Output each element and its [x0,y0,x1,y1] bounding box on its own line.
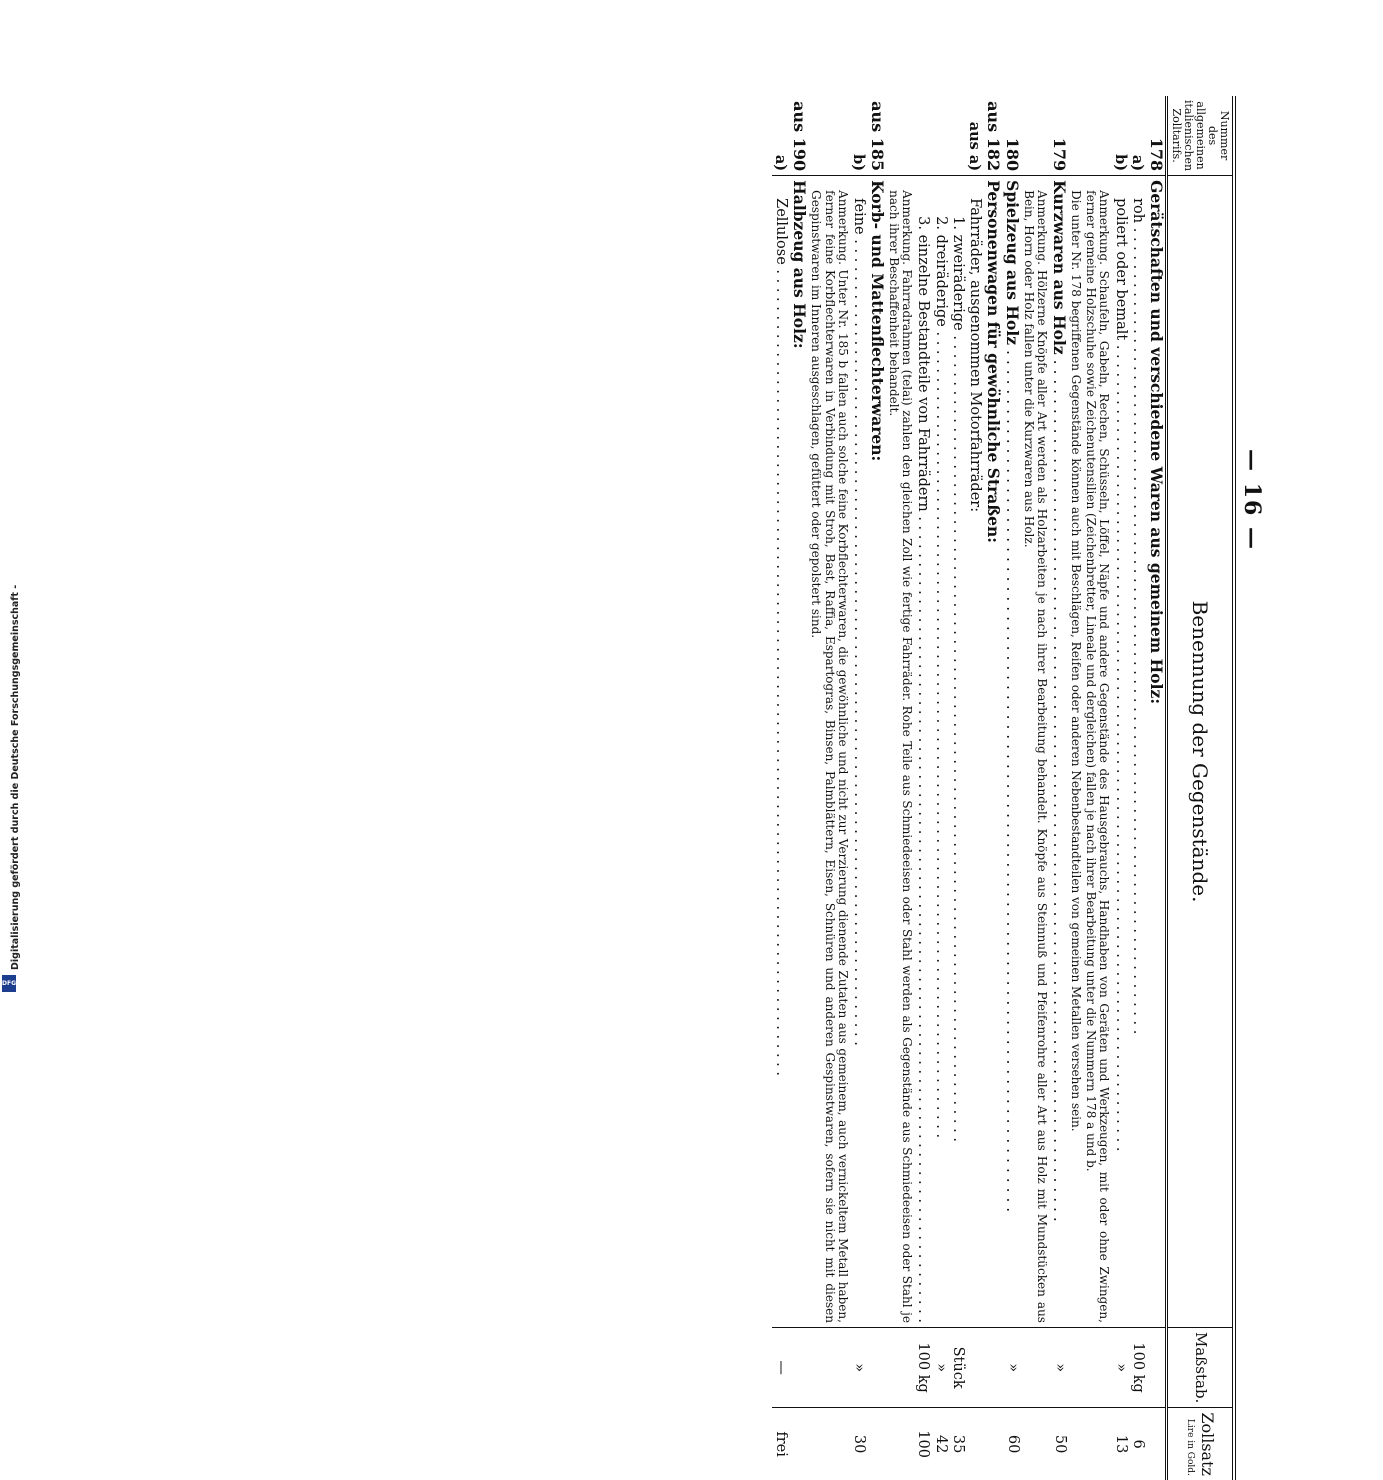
tariff-number-cell [914,96,931,176]
annotation-text: Anmerkung. Schaufeln, Gabeln, Rechen, Schüsseln, Löffel, Näpfe und andere Gegenstände des Hausgebrauchs, Handhaben von Geräten und Werkzeugen, mit oder ohne Zwingen, ferner gemeine Holzschuhe sowie Zeichenutensilien (Zeichenbretter, Lineale und dergleichen) fallen je nach ihrer Bearbeitung unter die Nummern 178 a und b. [1084,190,1112,1323]
item-name-cell [789,176,808,1328]
unit-cell: » [1111,1327,1128,1407]
table-row [949,96,966,1480]
item-name-cell [808,176,850,1328]
rate-cell: 6 [1129,1408,1146,1480]
header-rate-title: Zollsatz [1197,1412,1217,1476]
tariff-number: aus 190 [790,101,810,172]
rate-cell [1021,1408,1049,1480]
rate-cell [808,1408,850,1480]
header-rate-unit: Lire in Gold. [1185,1418,1196,1476]
tariff-number-cell [931,96,948,176]
table-row [808,96,850,1480]
item-name-cell [1002,176,1021,1328]
tariff-number-cell [1083,96,1111,176]
unit-cell [1083,1327,1111,1407]
table-row [966,96,983,1480]
item-name: 2. dreiräderige . . . [932,180,947,1323]
header-number: Nummer des allgemeinen italienischen Zolltarifs. [1166,96,1234,176]
table-row [772,96,789,1480]
item-name: feine . . . [851,180,866,1323]
unit-cell [886,1327,914,1407]
header-unit: Maßstab. [1166,1327,1234,1407]
dfg-logo-icon: DFG [2,975,16,992]
table-row [886,96,914,1480]
header-name: Benennung der Gegenstände. [1166,176,1234,1328]
tariff-number-cell [808,96,850,176]
unit-cell [808,1327,850,1407]
unit-cell [1068,1327,1083,1407]
tariff-number-cell [966,96,983,176]
rate-cell: 35 [949,1408,966,1480]
unit-cell [983,1327,1002,1407]
table-row [1049,96,1068,1480]
tariff-number-cell [949,96,966,176]
item-name: poliert oder bemalt . . . [1112,180,1127,1323]
table-header-row [1166,96,1234,1480]
annotation-text: Anmerkung. Fahrradrahmen (telai) zahlen den gleichen Zoll wie fertige Fahrräder. Rohe Teile aus Schmiedeeisen oder Stahl werden als Gegenstände aus Schmiedeeisen oder Stahl je nach ihrer Beschaffenheit behandelt. [886,190,915,1323]
annotation-text: Anmerkung. Hölzerne Knöpfe aller Art werden als Holzarbeiten je nach ihrer Bearbeitung behandelt. Knöpfe aus Steinnuß und Pfeifenrohre aller Art aus Holz mit Mundstücken aus Bein, Horn oder Holz fallen unter die Kurzwaren aus Holz. [1021,190,1049,1323]
item-name-cell [1111,176,1128,1328]
table-row [867,96,886,1480]
table-row [1129,96,1146,1480]
header-rate [1166,1408,1234,1480]
item-name-cell [1021,176,1049,1328]
rate-cell [886,1408,914,1480]
tariff-body [772,96,1166,1480]
item-name-cell [914,176,931,1328]
item-name: Halbzeug aus Holz: [790,180,810,349]
tariff-number-cell [850,96,867,176]
item-name-cell [1083,176,1111,1328]
table-row [1068,96,1083,1480]
tariff-subnumber: a) [1128,154,1146,172]
tariff-number-cell [772,96,789,176]
item-name: Gerätschaften und verschiedene Waren aus gemeinem Holz: [1146,180,1166,705]
item-name: roh . . . [1130,180,1145,1323]
tariff-number-cell [1068,96,1083,176]
tariff-number: aus 185 [867,101,887,172]
rate-cell [983,1408,1002,1480]
item-name: Korb- und Mattenflechterwaren: [867,180,887,462]
tariff-number-cell [1111,96,1128,176]
table-row [914,96,931,1480]
unit-cell: » [1002,1327,1021,1407]
tariff-subnumber: b) [849,154,867,172]
unit-cell: 100 kg [1129,1327,1146,1407]
unit-cell: 100 kg [914,1327,931,1407]
tariff-number-cell [1049,96,1068,176]
item-name: Zellulose . . . [773,180,788,1323]
table-row [931,96,948,1480]
item-name-cell [1129,176,1146,1328]
tariff-number-cell [1146,96,1166,176]
item-name: Fahrräder, ausgenommen Motorfahrräder: [966,198,983,513]
item-name-cell [949,176,966,1328]
item-name-cell [931,176,948,1328]
tariff-number-cell [789,96,808,176]
item-name-cell [1146,176,1166,1328]
unit-cell: — [772,1327,789,1407]
tariff-table [772,96,1236,1480]
rate-cell: 13 [1111,1408,1128,1480]
rate-cell: 60 [1002,1408,1021,1480]
item-name-cell [850,176,867,1328]
tariff-subnumber: b) [1111,154,1129,172]
tariff-number-cell [1021,96,1049,176]
item-name: 3. einzelne Bestandteile von Fahrrädern . . . [915,180,930,1323]
tariff-number-cell [1129,96,1146,176]
rate-cell: 42 [931,1408,948,1480]
rate-cell: 50 [1049,1408,1068,1480]
tariff-number: 180 [1002,137,1022,172]
rate-cell: frei [772,1408,789,1480]
table-row [983,96,1002,1480]
item-name-cell [966,176,983,1328]
item-name-cell [983,176,1002,1328]
item-name-cell [867,176,886,1328]
rate-cell [789,1408,808,1480]
rate-cell: 100 [914,1408,931,1480]
unit-cell [1146,1327,1166,1407]
rate-cell: 30 [850,1408,867,1480]
unit-cell: » [931,1327,948,1407]
tariff-number-cell [886,96,914,176]
rate-cell [966,1408,983,1480]
unit-cell [1021,1327,1049,1407]
unit-cell: » [1049,1327,1068,1407]
table-row [1111,96,1128,1480]
table-row [1146,96,1166,1480]
digitization-note: Digitalisierung gefördert durch die Deutsche Forschungsgemeinschaft - [10,584,21,970]
rate-cell [867,1408,886,1480]
tariff-number: 179 [1049,137,1069,172]
table-row [1002,96,1021,1480]
item-name: Personenwagen für gewöhnliche Straßen: [983,180,1003,543]
tariff-subnumber: aus a) [965,121,983,172]
table-row [1021,96,1049,1480]
unit-cell: » [850,1327,867,1407]
digitization-sidebar [0,0,20,1000]
item-name: Spielzeug aus Holz . . . [1003,180,1019,1323]
unit-cell [789,1327,808,1407]
item-name: 1. zweiräderige . . . [950,180,965,1323]
rotated-page [120,60,1280,1476]
item-name-cell [1068,176,1083,1328]
unit-cell [867,1327,886,1407]
table-row [1083,96,1111,1480]
tariff-subnumber: a) [772,154,790,172]
table-row [850,96,867,1480]
unit-cell: Stück [949,1327,966,1407]
page-number: — 16 — [1239,449,1265,551]
item-name-cell [886,176,914,1328]
tariff-number-cell [983,96,1002,176]
rate-cell [1146,1408,1166,1480]
tariff-number-cell [1002,96,1021,176]
unit-cell [966,1327,983,1407]
rate-cell [1068,1408,1083,1480]
rate-cell [1083,1408,1111,1480]
annotation-text: Anmerkung. Unter Nr. 185 b fallen auch solche feine Korbflechterwaren, die gewöhnliche und nicht zur Verzierung dienende Zutaten aus gemeinem, auch vernickeltem Metall haben, ferner feine Korbflechterwaren in Verbindung mit Stroh, Bast, Raffia, Espartogras, Binsen, Palmblättern, Eisen, Schnüren und anderen Gespinstwaren, sofern sie nicht mit diesen Gespinstwaren im Inneren ausgeschlagen, gefüttert oder gepolstert sind. [809,190,850,1323]
item-name-cell [1049,176,1068,1328]
tariff-number: 178 [1146,137,1166,172]
item-name-cell [772,176,789,1328]
tariff-number-cell [867,96,886,176]
item-name: Kurzwaren aus Holz . . . [1050,180,1066,1323]
table-row [789,96,808,1480]
annotation-text: Die unter Nr. 178 begriffenen Gegenstände können auch mit Beschlägen, Reifen oder anderen Nebenbestandteilen von gemeinen Metallen versehen sein. [1068,190,1083,1132]
tariff-number: aus 182 [983,101,1003,172]
